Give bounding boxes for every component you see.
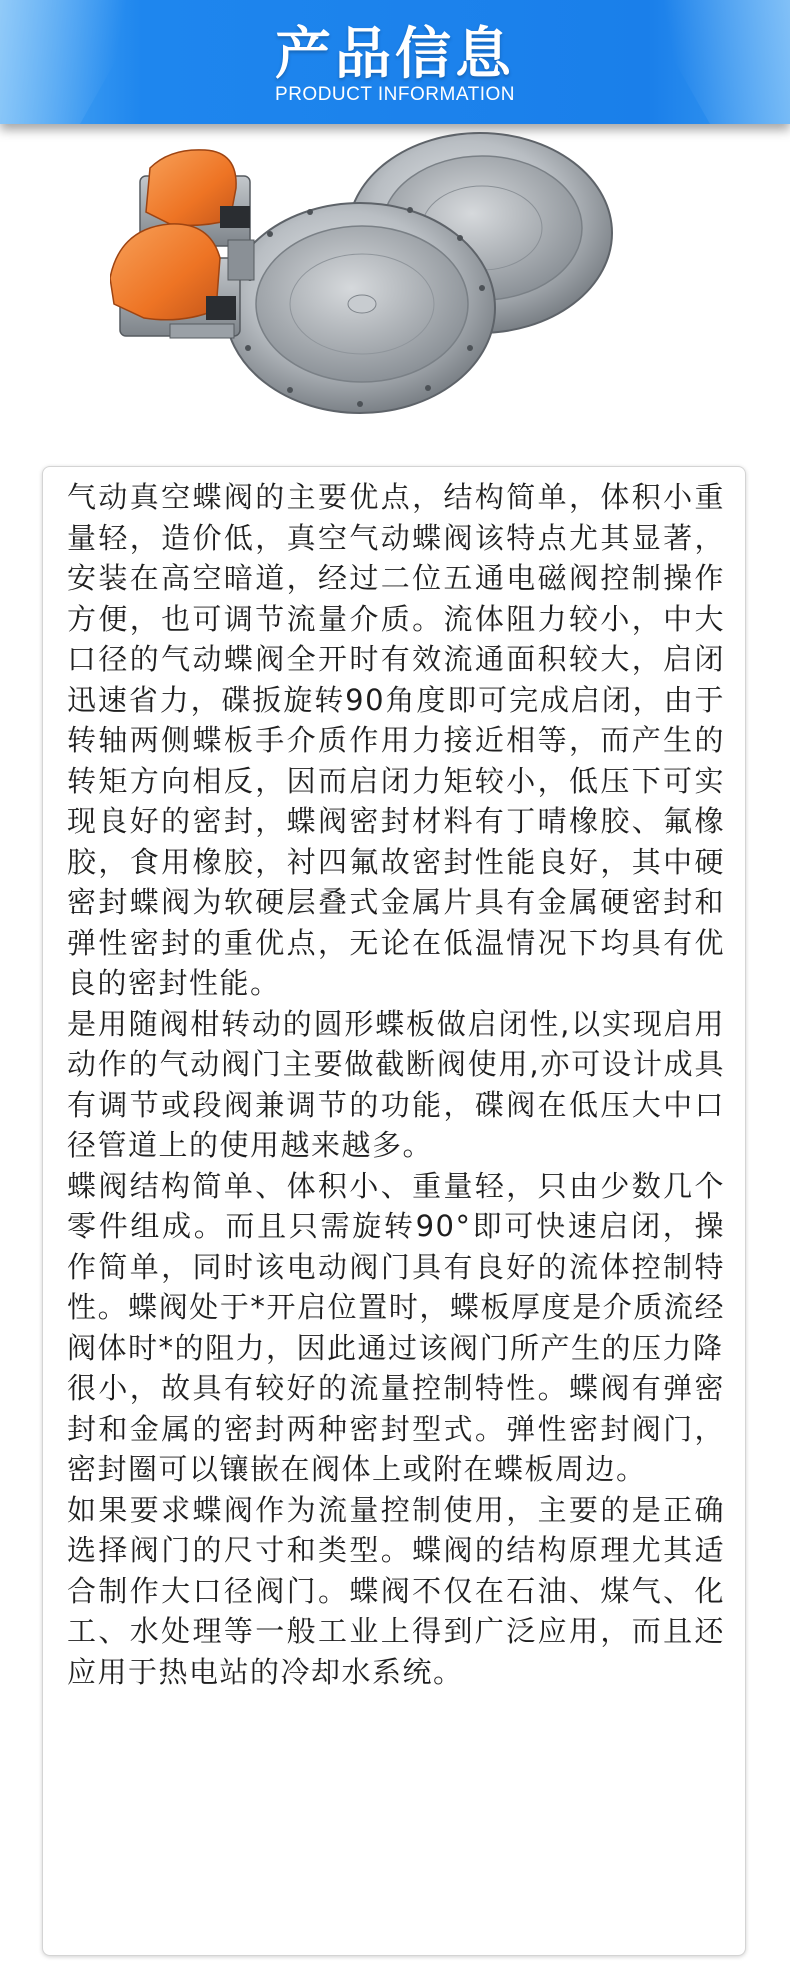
- description-paragraph: 气动真空蝶阀的主要优点，结构简单，体积小重量轻，造价低，真空气动蝶阀该特点尤其显著，安装在高空暗道，经过二位五通电磁阀控制操作方便，也可调节流量介质。流体阻力较小，中大口径的气动蝶阀全开时有效流通面积较大，启闭迅速省力，碟扳旋转90角度即可完成启闭，由于转轴两侧蝶板手介质作用力接近相等，而产生的转矩方向相反，因而启闭力矩较小，低压下可实现良好的密封，蝶阀密封材料有丁晴橡胶、氟橡胶，食用橡胶，衬四氟故密封性能良好，其中硬密封蝶阀为软硬层叠式金属片具有金属硬密封和弹性密封的重优点，无论在低温情况下均具有优良的密封性能。: [67, 480, 725, 1000]
- header-banner: [0, 0, 790, 124]
- description-box: [42, 466, 746, 1956]
- description-paragraph: 是用随阀柑转动的圆形蝶板做启闭性,以实现启用动作的气动阀门主要做截断阀使用,亦可设计成具有调节或段阀兼调节的功能，碟阀在低压大中口径管道上的使用越来越多。: [67, 1006, 725, 1162]
- description-paragraph: 很小，故具有较好的流量控制特性。蝶阀有弹密封和金属的密封两种密封型式。弹性密封阀门，密封圈可以镶嵌在阀体上或附在蝶板周边。: [67, 1371, 725, 1486]
- page-title: 产品信息: [275, 22, 515, 87]
- description-paragraph: 如果要求蝶阀作为流量控制使用，主要的是正确选择阀门的尺寸和类型。蝶阀的结构原理尤其适合制作大口径阀门。蝶阀不仅在石油、煤气、化工、水处理等一般工业上得到广泛应用，而且还应用于热电站的冷却水系统。: [67, 1492, 725, 1689]
- description-paragraph: 蝶阀结构简单、体积小、重量轻，只由少数几个零件组成。而且只需旋转90°即可快速启闭，操作简单，同时该电动阀门具有良好的流体控制特性。蝶阀处于*开启位置时，蝶板厚度是介质流经阀体时*的阻力，因此通过该阀门所产生的压力降: [67, 1168, 725, 1365]
- page-subtitle: PRODUCT INFORMATION: [275, 84, 515, 105]
- product-image: [110, 128, 630, 458]
